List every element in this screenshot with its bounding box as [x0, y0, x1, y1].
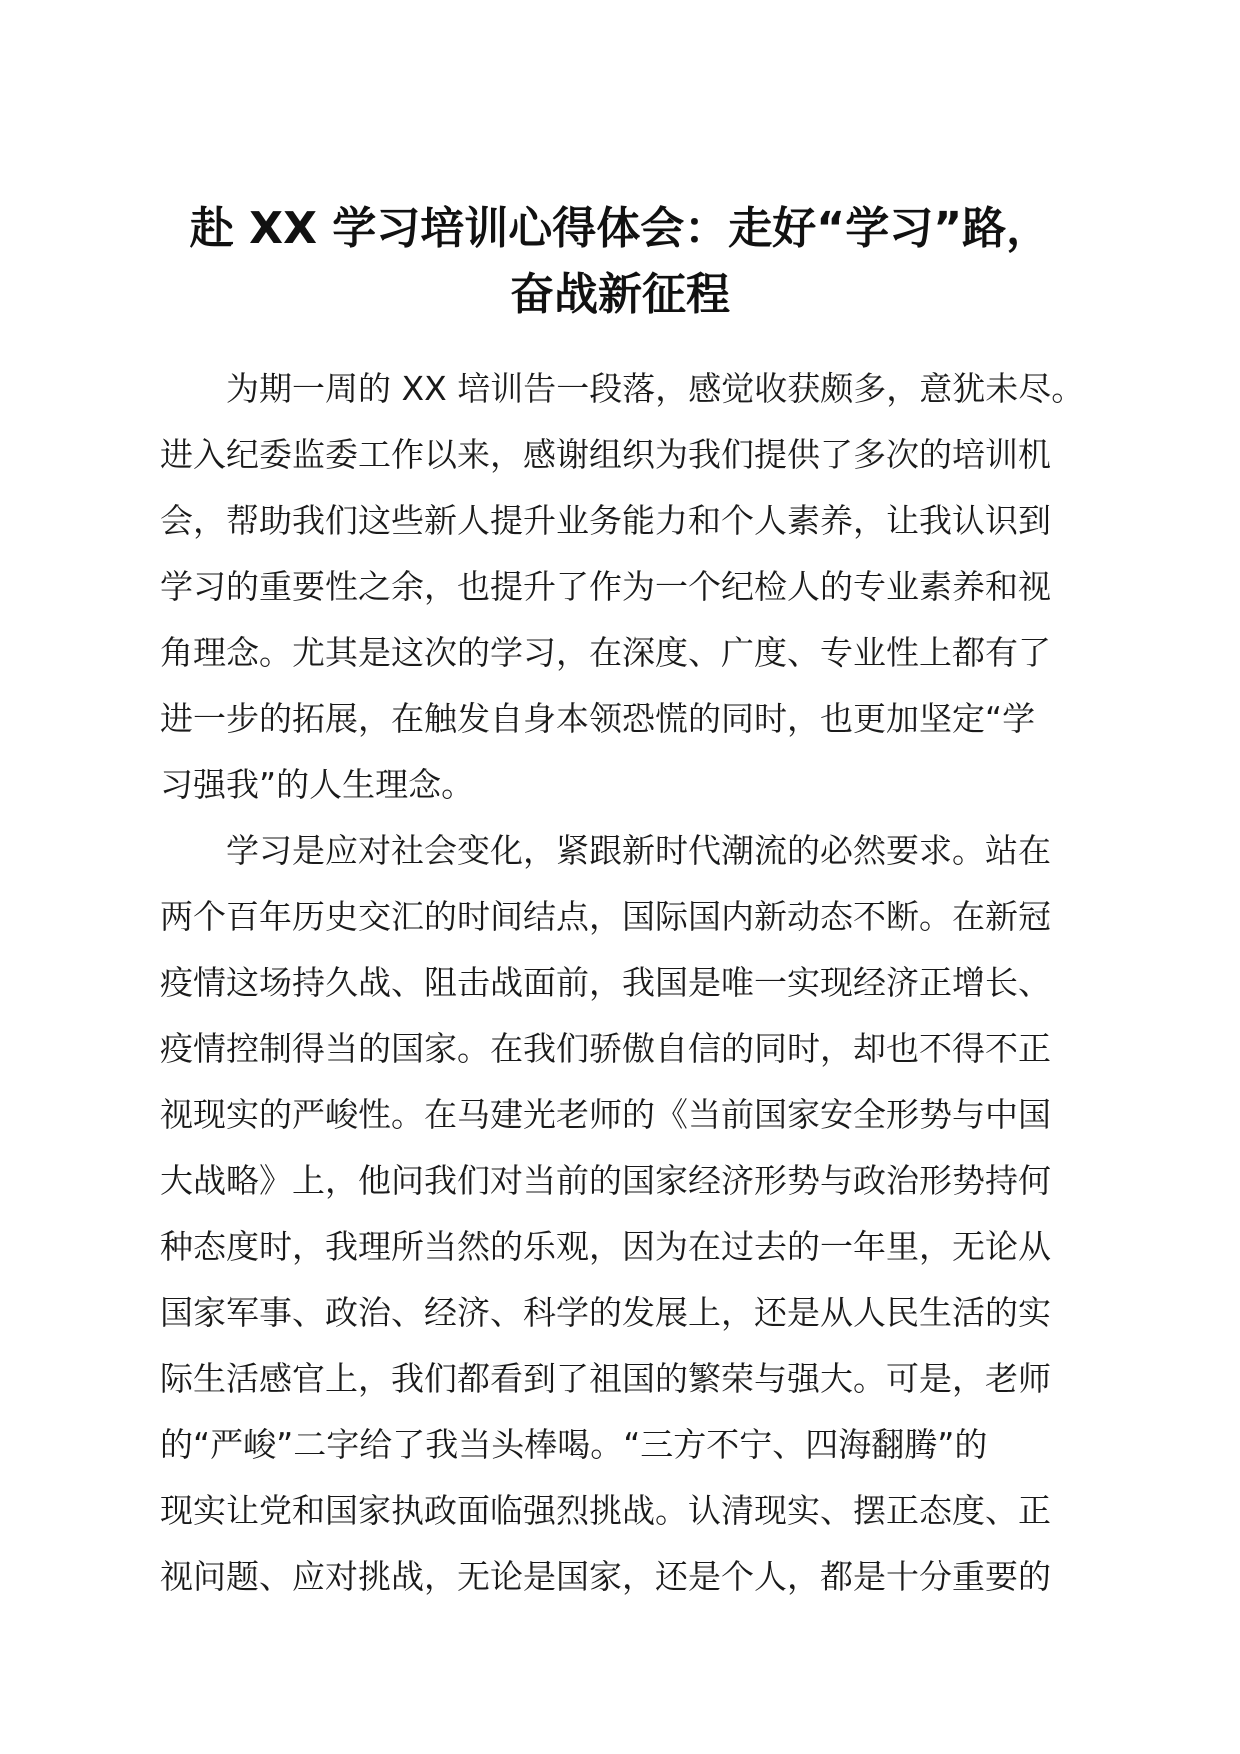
document-title	[150, 196, 1090, 328]
paragraph-line: 角理念。尤其是这次的学习，在深度、广度、专业性上都有了	[160, 633, 1051, 672]
paragraph-1	[160, 356, 1090, 818]
paragraph-line: 现实让党和国家执政面临强烈挑战。认清现实、摆正态度、正	[160, 1491, 1051, 1530]
paragraph-line: 大战略》上，他问我们对当前的国家经济形势与政治形势持何	[160, 1161, 1051, 1200]
paragraph-line: 疫情控制得当的国家。在我们骄傲自信的同时，却也不得不正	[160, 1029, 1051, 1068]
paragraph-line: 际生活感官上，我们都看到了祖国的繁荣与强大。可是，老师	[160, 1359, 1051, 1398]
paragraph-line: 学习的重要性之余，也提升了作为一个纪检人的专业素养和视	[160, 567, 1051, 606]
paragraph-line: 学习是应对社会变化，紧跟新时代潮流的必然要求。站在	[226, 831, 1051, 870]
title-line-2: 奋战新征程	[510, 269, 730, 320]
paragraph-line: 视现实的严峻性。在马建光老师的《当前国家安全形势与中国	[160, 1095, 1051, 1134]
paragraph-line: 视问题、应对挑战，无论是国家，还是个人，都是十分重要的	[160, 1557, 1051, 1596]
paragraph-line: 进入纪委监委工作以来，感谢组织为我们提供了多次的培训机	[160, 435, 1051, 474]
paragraph-line: 会，帮助我们这些新人提升业务能力和个人素养，让我认识到	[160, 501, 1051, 540]
title-line-1: 赴 XX 学习培训心得体会：走好“学习”路，	[189, 203, 1051, 254]
paragraph-line: 习强我”的人生理念。	[160, 765, 475, 804]
paragraph-2	[160, 818, 1090, 1610]
paragraph-line: 国家军事、政治、经济、科学的发展上，还是从人民生活的实	[160, 1293, 1051, 1332]
paragraph-line: 的“严峻”二字给了我当头棒喝。“三方不宁、四海翻腾”的	[160, 1425, 988, 1464]
paragraph-line: 两个百年历史交汇的时间结点，国际国内新动态不断。在新冠	[160, 897, 1051, 936]
paragraph-line: 种态度时，我理所当然的乐观，因为在过去的一年里，无论从	[160, 1227, 1051, 1266]
paragraph-line: 为期一周的 XX 培训告一段落，感觉收获颇多，意犹未尽。	[226, 369, 1085, 408]
document-body	[160, 356, 1090, 1610]
paragraph-line: 疫情这场持久战、阻击战面前，我国是唯一实现经济正增长、	[160, 963, 1051, 1002]
paragraph-line: 进一步的拓展，在触发自身本领恐慌的同时，也更加坚定“学	[160, 699, 1036, 738]
